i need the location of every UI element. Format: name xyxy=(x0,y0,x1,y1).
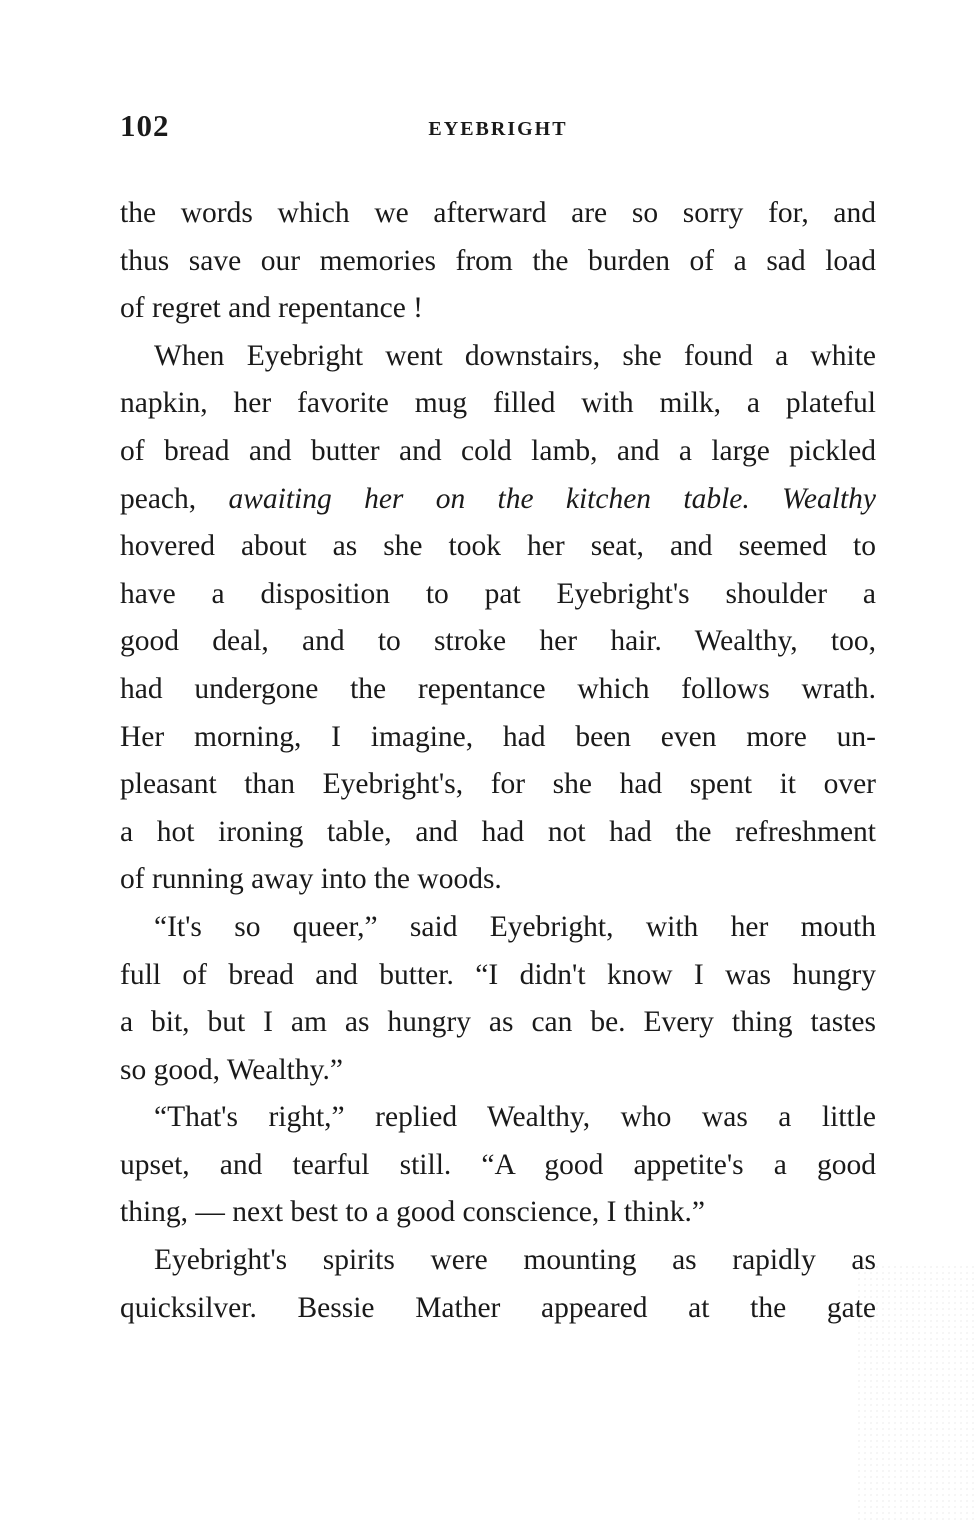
text-line: of regret and repentance ! xyxy=(120,292,424,325)
text-line: of bread and butter and cold lamb, and a large pickled xyxy=(120,434,876,467)
text-fragment: peach, xyxy=(120,482,229,515)
paper-speckle xyxy=(856,1264,976,1524)
text-line: Eyebright's spirits were mounting as rapidly as xyxy=(154,1244,876,1277)
paragraph-5 xyxy=(120,1237,876,1332)
text-line: hovered about as she took her seat, and seemed to xyxy=(120,530,876,563)
italic-fragment: Wealthy xyxy=(749,482,876,515)
text-line: so good, Wealthy.” xyxy=(120,1053,343,1086)
text-line: a bit, but I am as hungry as can be. Every thing tastes xyxy=(120,1006,876,1039)
text-line: upset, and tearful still. “A good appetite's a good xyxy=(120,1148,876,1181)
text-line: pleasant than Eyebright's, for she had spent it over xyxy=(120,768,876,801)
text-line: “It's so queer,” said Eyebright, with her mouth xyxy=(154,910,876,943)
paragraph-1 xyxy=(120,190,876,333)
text-line: of running away into the woods. xyxy=(120,863,502,896)
page-header xyxy=(120,108,876,148)
paragraph-3 xyxy=(120,904,876,1094)
text-line: quicksilver. Bessie Mather appeared at the gate xyxy=(120,1291,876,1324)
page-number: 102 xyxy=(120,108,170,143)
text-line: have a disposition to pat Eyebright's shoulder a xyxy=(120,577,876,610)
paragraph-2 xyxy=(120,333,876,904)
body-text xyxy=(120,190,876,1332)
text-line: a hot ironing table, and had not had the refreshment xyxy=(120,815,876,848)
paragraph-4 xyxy=(120,1094,876,1237)
text-line: the words which we afterward are so sorry for, and xyxy=(120,197,876,229)
text-line: Her morning, I imagine, had been even more un- xyxy=(120,720,876,753)
running-head: EYEBRIGHT xyxy=(428,118,568,140)
text-line: had undergone the repentance which follows wrath. xyxy=(120,672,876,705)
text-line: napkin, her favorite mug filled with milk, a plateful xyxy=(120,387,876,420)
text-line: When Eyebright went downstairs, she found a white xyxy=(154,339,876,372)
text-line: good deal, and to stroke her hair. Wealthy, too, xyxy=(120,625,876,658)
text-line: “That's right,” replied Wealthy, who was a little xyxy=(154,1101,876,1134)
text-line: full of bread and butter. “I didn't know I was hungry xyxy=(120,958,876,991)
text-line-mixed xyxy=(120,476,876,524)
text-line: thing, — next best to a good conscience, I think.” xyxy=(120,1196,705,1229)
text-line: thus save our memories from the burden of a sad load xyxy=(120,244,876,277)
italic-fragment: awaiting her on the kitchen table. xyxy=(228,482,750,515)
